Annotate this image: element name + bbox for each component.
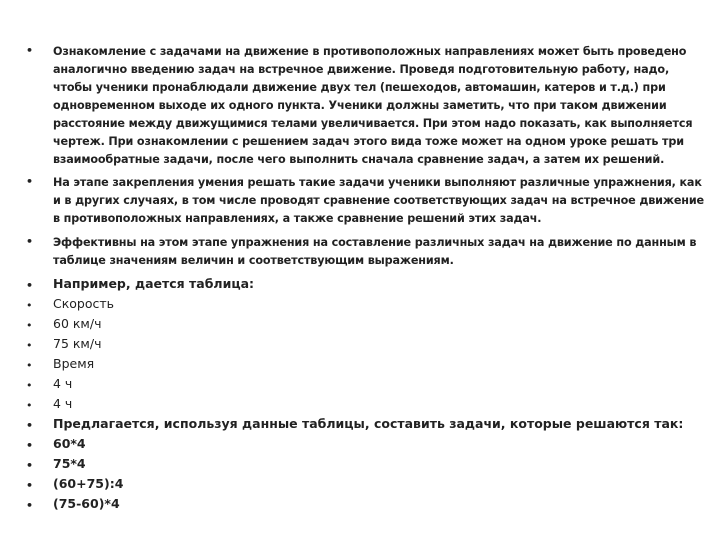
bullet-list (26, 43, 706, 515)
bullet-dot: • (26, 439, 34, 452)
paragraph-exercises: Эффективны на этом этапе упражнения на составление различных задач на движение по данным в таблице значениям величин и соответствующим выражениям. (53, 236, 697, 267)
bullet-dot: • (26, 175, 33, 188)
bullet-dot: • (26, 235, 33, 248)
list-item (26, 234, 706, 270)
bullet-dot: • (26, 499, 34, 512)
expression-3: (60+75):4 (53, 476, 124, 491)
table-header-speed: Скорость (53, 296, 115, 311)
table-cell-time-1: 4 ч (53, 376, 73, 391)
list-item (26, 455, 706, 475)
list-item (26, 174, 706, 228)
list-item (26, 335, 706, 355)
bullet-dot: • (26, 459, 34, 472)
bullet-dot: • (26, 399, 33, 412)
list-item (26, 415, 706, 435)
table-cell-speed-2: 75 км/ч (53, 336, 102, 351)
table-header-time: Время (53, 356, 95, 371)
list-item (26, 295, 706, 315)
list-item (26, 375, 706, 395)
bullet-dot: • (26, 299, 33, 312)
expression-4: (75-60)*4 (53, 496, 120, 511)
bullet-dot: • (26, 379, 33, 392)
table-cell-time-2: 4 ч (53, 396, 73, 411)
task-prompt: Предлагается, используя данные таблицы, составить задачи, которые решаются так: (53, 416, 684, 431)
paragraph-intro: Ознакомление с задачами на движение в противоположных направлениях может быть проведено аналогично введению задач на встречное движение. Проведя подготовительную работу, надо, чтобы ученики пронаблюдали движение двух тел (пешеходов, автомашин, катеров и т.д.) при одновременном выходе их одного пункта. Ученики должны заметить, что при таком движении расстояние между движущимися телами увеличивается. При этом надо показать, как выполняется чертеж. При ознакомлении с решением задач этого вида тоже может на одном уроке решать три взаимообратные задачи, после чего выполнить сначала сравнение задач, а затем их решений. (53, 45, 693, 166)
list-item (26, 435, 706, 455)
bullet-dot: • (26, 359, 33, 372)
bullet-dot: • (26, 479, 34, 492)
bullet-dot: • (26, 279, 34, 292)
bullet-dot: • (26, 419, 34, 432)
table-intro: Например, дается таблица: (53, 276, 255, 291)
bullet-dot: • (26, 339, 33, 352)
paragraph-consolidation: На этапе закрепления умения решать такие задачи ученики выполняют различные упражнения, как и в других случаях, в том числе проводят сравнение соответствующих задач на встречное движение в противоположных направлениях, а также сравнение решений этих задач. (53, 176, 704, 225)
bullet-dot: • (26, 319, 33, 332)
expression-2: 75*4 (53, 456, 86, 471)
table-cell-speed-1: 60 км/ч (53, 316, 102, 331)
list-item (26, 275, 706, 295)
list-item (26, 355, 706, 375)
list-item (26, 395, 706, 415)
list-item (26, 43, 706, 169)
list-item (26, 315, 706, 335)
list-item (26, 475, 706, 495)
expression-1: 60*4 (53, 436, 86, 451)
bullet-dot: • (26, 44, 33, 57)
list-item (26, 495, 706, 515)
